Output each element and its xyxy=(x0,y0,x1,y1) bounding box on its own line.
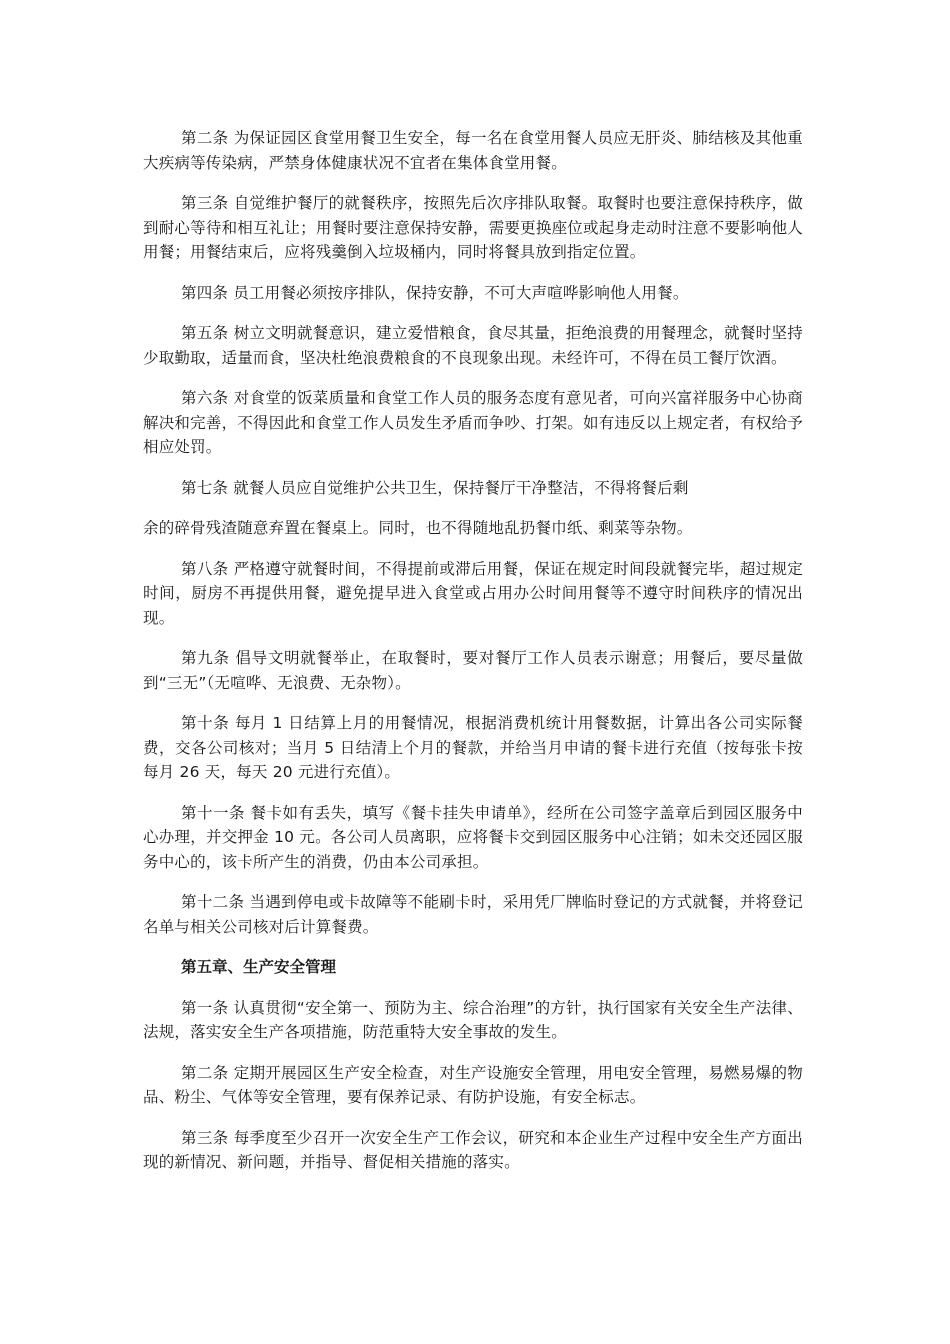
article-11-paragraph: 第十一条 餐卡如有丢失，填写《餐卡挂失申请单》，经所在公司签字盖章后到园区服务中心办理，并交押金 10 元。各公司人员离职，应将餐卡交到园区服务中心注销；如未交还园区服务中心的，该卡所产生的消费，仍由本公司承担。 xyxy=(143,803,803,871)
chapter-article-3-paragraph: 第三条 每季度至少召开一次安全生产工作会议，研究和本企业生产过程中安全生产方面出现的新情况、新问题，并指导、督促相关措施的落实。 xyxy=(143,1128,803,1171)
document-page xyxy=(143,126,803,1191)
article-5-paragraph: 第五条 树立文明就餐意识，建立爱惜粮食，食尽其量，拒绝浪费的用餐理念，就餐时坚持少取勤取，适量而食，坚决杜绝浪费粮食的不良现象出现。未经许可，不得在员工餐厅饮酒。 xyxy=(143,324,803,367)
article-9-paragraph: 第九条 倡导文明就餐举止，在取餐时，要对餐厅工作人员表示谢意；用餐后，要尽量做到“三无”（无喧哗、无浪费、无杂物）。 xyxy=(143,649,803,692)
article-2-paragraph: 第二条 为保证园区食堂用餐卫生安全，每一名在食堂用餐人员应无肝炎、肺结核及其他重大疾病等传染病，严禁身体健康状况不宜者在集体食堂用餐。 xyxy=(143,129,803,172)
article-8-paragraph: 第八条 严格遵守就餐时间，不得提前或滞后用餐，保证在规定时间段就餐完毕，超过规定时间，厨房不再提供用餐，避免提早进入食堂或占用办公时间用餐等不遵守时间秩序的情况出现。 xyxy=(143,559,803,627)
chapter-article-1-paragraph: 第一条 认真贯彻“安全第一、预防为主、综合治理”的方针，执行国家有关安全生产法律、法规，落实安全生产各项措施，防范重特大安全事故的发生。 xyxy=(143,998,803,1041)
article-7-paragraph: 第七条 就餐人员应自觉维护公共卫生，保持餐厅干净整洁，不得将餐后剩 xyxy=(181,478,689,497)
article-7-continuation: 余的碎骨残渣随意弃置在餐桌上。同时，也不得随地乱扔餐巾纸、剩菜等杂物。 xyxy=(143,519,693,537)
article-6-paragraph: 第六条 对食堂的饭菜质量和食堂工作人员的服务态度有意见者，可向兴富祥服务中心协商解决和完善，不得因此和食堂工作人员发生矛盾而争吵、打架。如有违反以上规定者，有权给予相应处罚。 xyxy=(143,389,803,456)
article-10-paragraph: 第十条 每月 1 日结算上月的用餐情况，根据消费机统计用餐数据，计算出各公司实际餐费，交各公司核对；当月 5 日结清上个月的餐款，并给当月申请的餐卡进行充值（按每张卡按每月 26 天，每天 20 元进行充值）。 xyxy=(143,714,803,781)
article-4-paragraph: 第四条 员工用餐必须按序排队，保持安静，不可大声喧哗影响他人用餐。 xyxy=(181,283,689,302)
article-12-paragraph: 第十二条 当遇到停电或卡故障等不能刷卡时，采用凭厂牌临时登记的方式就餐，并将登记名单与相关公司核对后计算餐费。 xyxy=(143,893,803,936)
chapter-heading: 第五章、生产安全管理 xyxy=(181,958,337,976)
article-3-paragraph: 第三条 自觉维护餐厅的就餐秩序，按照先后次序排队取餐。取餐时也要注意保持秩序，做到耐心等待和相互礼让；用餐时要注意保持安静，需要更换座位或起身走动时注意不要影响他人用餐；用餐结束后，应将残羹倒入垃圾桶内，同时将餐具放到指定位置。 xyxy=(143,194,803,261)
chapter-article-2-paragraph: 第二条 定期开展园区生产安全检查，对生产设施安全管理，用电安全管理，易燃易爆的物品、粉尘、气体等安全管理，要有保养记录、有防护设施，有安全标志。 xyxy=(143,1063,803,1106)
